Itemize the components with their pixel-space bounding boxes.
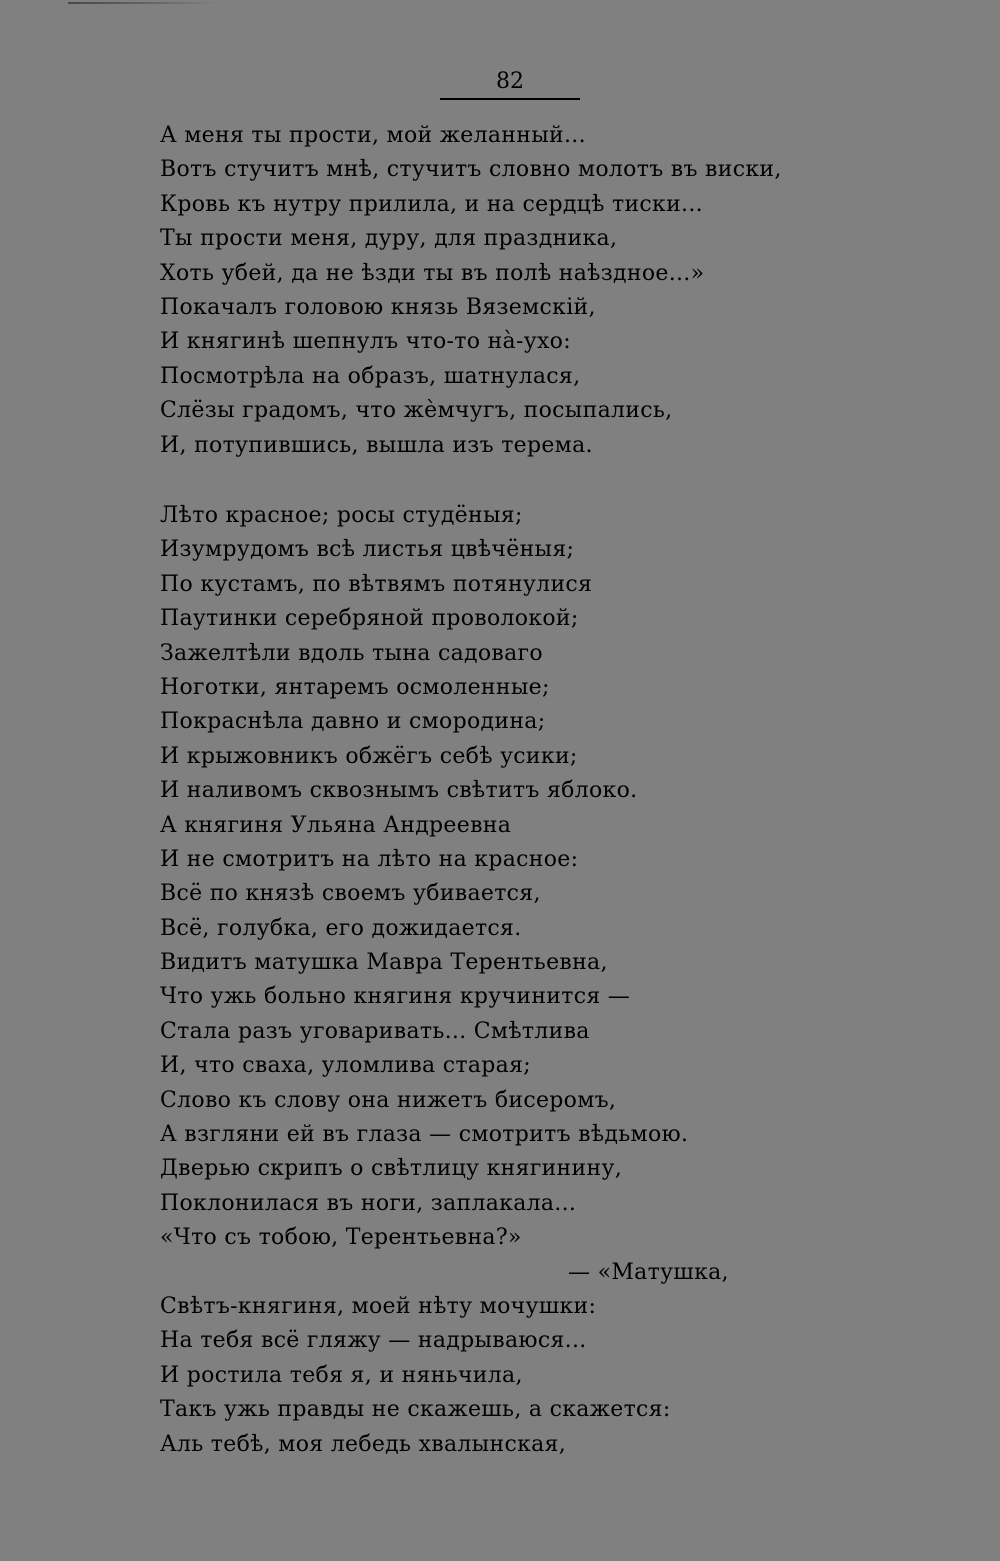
poem-line: А взгляни ей въ глаза — смотритъ вѣдьмою. [160,1122,689,1148]
poem-line: Дверью скрипъ о свѣтлицу княгинину, [160,1156,622,1182]
poem-line: Лѣто красное; росы студёныя; [160,503,523,528]
poem-line: Аль тебѣ, моя лебедь хвалынская, [160,1431,567,1457]
corner-scan-mark [68,2,218,4]
poem-line: А меня ты прости, мой желанный... [160,123,586,148]
poem-line: И крыжовникъ обжёгъ себѣ усики; [160,743,578,769]
page-number-rule [440,98,580,100]
poem-line: Такъ ужь правды не скажешь, а скажется: [160,1397,671,1423]
poem-line: И, что сваха, уломлива старая; [160,1053,531,1079]
poem-line: И наливомъ сквознымъ свѣтитъ яблоко. [160,778,638,804]
poem-line: Видитъ матушка Мавра Терентьевна, [160,950,608,976]
poem-line: Посмотрѣла на образъ, шатнулася, [160,363,581,389]
poem-line: Кровь къ нутру прилила, и на сердцѣ тиски... [160,191,703,217]
poem-line: Зажелтѣли вдоль тына садоваго [160,640,543,666]
poem-line: Свѣтъ-княгиня, моей нѣту мочушки: [160,1293,597,1319]
page-number: 82 [496,69,524,94]
poem-line-indented: — «Матушка, [568,1259,729,1285]
poem-line: «Что съ тобою, Терентьевна?» [160,1225,522,1251]
poem-line: Паутинки серебряной проволокой; [160,606,579,632]
poem-line: Всё, голубка, его дожидается. [160,915,522,941]
poem-line: Ты прости меня, дуру, для праздника, [160,226,618,252]
poem-line: И не смотритъ на лѣто на красное: [160,846,579,872]
poem-line: На тебя всё гляжу — надрываюся... [160,1328,587,1354]
poem-line: Слёзы градомъ, что жѐмчугъ, посыпались, [160,398,673,424]
poem-line: И, потупившись, вышла изъ терема. [160,432,593,458]
stanza-2 [160,499,740,1462]
poem-line: Слово къ слову она нижетъ бисеромъ, [160,1087,617,1113]
poem-line: Покраснѣла давно и смородина; [160,709,546,735]
poem-line: Изумрудомъ всѣ листья цвѣчёныя; [160,537,575,563]
poem-line: Всё по князѣ своемъ убивается, [160,881,541,907]
poem-line: Что ужь больно княгиня кручинится — [160,984,631,1010]
poem-line: Ноготки, янтаремъ осмоленные; [160,674,550,700]
poem-line: По кустамъ, по вѣтвямъ потянулися [160,571,593,597]
poem-line: Стала разъ уговаривать... Смѣтлива [160,1018,590,1044]
poem-line: Покачалъ головою князь Вяземскій, [160,294,596,320]
poem-line: Хоть убей, да не ѣзди ты въ полѣ наѣздное...» [160,260,705,286]
poem-line: Вотъ стучитъ мнѣ, стучитъ словно молотъ въ виски, [160,157,782,183]
poem-line: И ростила тебя я, и няньчила, [160,1362,523,1388]
poem-line: Поклонилася въ ноги, заплакала... [160,1190,577,1216]
stanza-1 [160,119,782,463]
poem-line: А княгиня Ульяна Андреевна [160,812,512,838]
poem-line: И княгинѣ шепнулъ что-то на̀-ухо: [160,329,571,355]
